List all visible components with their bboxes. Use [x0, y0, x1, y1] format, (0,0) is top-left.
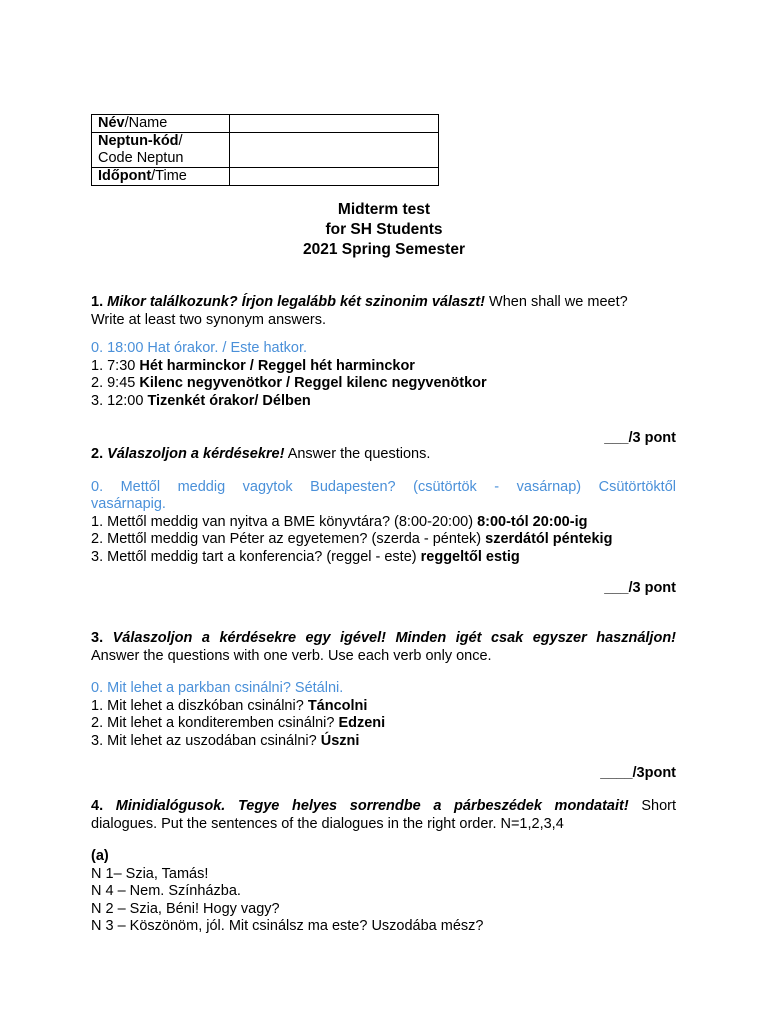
- item-prompt: 1. Mit lehet a diszkóban csinálni?: [91, 697, 308, 714]
- item-answer: Tizenkét órakor/ Délben: [147, 392, 311, 409]
- question-3: [91, 630, 676, 750]
- instruction-hungarian: Minidialógusok. Tegye helyes sorrendbe a párbeszédek mondatait!: [115, 798, 629, 814]
- list-item: [91, 358, 676, 376]
- item-answer: reggeltől estig: [420, 548, 520, 565]
- label-bold: Neptun-kód: [98, 133, 179, 149]
- question-instruction: [91, 294, 676, 312]
- page-title: [0, 200, 768, 260]
- table-row: [92, 115, 439, 133]
- example-answer: 0. Mettől meddig vagytok Budapesten? (csütörtök - vasárnap) Csütörtöktől: [91, 478, 676, 495]
- item-answer: Táncolni: [307, 697, 368, 714]
- instruction-hungarian: Válaszoljon a kérdésekre egy igével! Minden igét csak egyszer használjon!: [112, 630, 677, 646]
- question-1: [91, 294, 676, 410]
- list-item: [91, 733, 676, 751]
- item-answer: Kilenc negyvenötkor / Reggel kilenc negyvenötkor: [139, 375, 487, 391]
- title-line: 2021 Spring Semester: [303, 241, 465, 258]
- table-row: [92, 168, 439, 186]
- question-4: [91, 798, 676, 936]
- dialogue-line: N 2 – Szia, Béni! Hogy vagy?: [91, 900, 280, 917]
- dialogue-line: N 4 – Nem. Színházba.: [91, 883, 241, 899]
- question-number: 2.: [91, 446, 104, 462]
- list-item: [91, 698, 676, 716]
- list-item: [91, 715, 676, 733]
- neptun-code-label: [92, 133, 230, 168]
- instruction-hungarian: Válaszoljon a kérdésekre!: [107, 446, 285, 462]
- dialogue-label: [91, 848, 676, 866]
- name-field[interactable]: [230, 115, 439, 133]
- dialogue-letter: (a): [91, 848, 109, 864]
- item-answer: Hét harminckor / Reggel hét harminckor: [139, 357, 415, 374]
- instruction-english: Write at least two synonym answers.: [91, 311, 327, 328]
- time-label: [92, 168, 230, 186]
- item-prompt: 3. Mettől meddig tart a konferencia? (reggel - este): [91, 548, 421, 565]
- question-number: 4.: [91, 798, 104, 814]
- label-rest: /Name: [124, 115, 168, 131]
- title-line: Midterm test: [337, 201, 431, 218]
- time-field[interactable]: [230, 168, 439, 186]
- item-prompt: 2. Mit lehet a konditeremben csinálni?: [91, 715, 339, 731]
- instruction-hungarian: Mikor találkozunk? Írjon legalább két szinonim választ!: [107, 294, 486, 310]
- item-prompt: 1. 7:30: [91, 357, 140, 374]
- item-answer: 8:00-tól 20:00-ig: [477, 513, 588, 530]
- table-row: [92, 133, 439, 168]
- points-field: ___/3 pont: [604, 580, 676, 596]
- instruction-english: Answer the questions with one verb. Use each verb only once.: [91, 647, 492, 664]
- example-answer-cont: vasárnapig.: [91, 496, 166, 512]
- item-prompt: 3. 12:00: [91, 392, 148, 409]
- student-info-table: [91, 114, 439, 186]
- example-answer: 0. Mit lehet a parkban csinálni? Sétálni.: [91, 680, 344, 696]
- instruction-english: dialogues. Put the sentences of the dialogues in the right order. N=1,2,3,4: [91, 815, 564, 832]
- question-instruction: [91, 630, 676, 648]
- dialogue-line: N 1– Szia, Tamás!: [91, 865, 209, 882]
- item-answer: szerdától péntekig: [485, 531, 613, 547]
- points-field: ___/3 pont: [604, 430, 676, 446]
- question-number: 3.: [91, 630, 104, 646]
- question-instruction: [91, 798, 676, 816]
- item-prompt: 3. Mit lehet az uszodában csinálni?: [91, 732, 321, 749]
- item-prompt: 1. Mettől meddig van nyitva a BME könyvtára? (8:00-20:00): [91, 513, 478, 530]
- title-line: for SH Students: [325, 221, 443, 238]
- points-field: ____/3pont: [600, 765, 676, 781]
- list-item: [91, 549, 676, 567]
- instruction-english: Short: [641, 798, 676, 814]
- item-prompt: 2. 9:45: [91, 375, 140, 391]
- label-rest: /: [178, 133, 183, 149]
- label-bold: Név: [98, 115, 125, 131]
- example-answer: 0. 18:00 Hat órakor. / Este hatkor.: [91, 340, 308, 356]
- instruction-english: Answer the questions.: [287, 446, 431, 462]
- label-line2: Code Neptun: [98, 150, 184, 166]
- question-number: 1.: [91, 294, 104, 310]
- dialogue-line: N 3 – Köszönöm, jól. Mit csinálsz ma este? Uszodába mész?: [91, 918, 484, 934]
- question-2: [91, 446, 676, 566]
- label-bold: Időpont: [98, 168, 152, 184]
- item-answer: Úszni: [320, 732, 360, 749]
- label-rest: /Time: [151, 168, 187, 184]
- list-item: [91, 375, 676, 393]
- list-item: [91, 393, 676, 411]
- list-item: [91, 531, 676, 549]
- question-instruction: [91, 446, 676, 464]
- item-prompt: 2. Mettől meddig van Péter az egyetemen? (szerda - péntek): [91, 531, 486, 547]
- neptun-code-field[interactable]: [230, 133, 439, 168]
- list-item: [91, 514, 676, 532]
- instruction-english: When shall we meet?: [489, 294, 628, 310]
- name-label: [92, 115, 230, 133]
- item-answer: Edzeni: [338, 715, 386, 731]
